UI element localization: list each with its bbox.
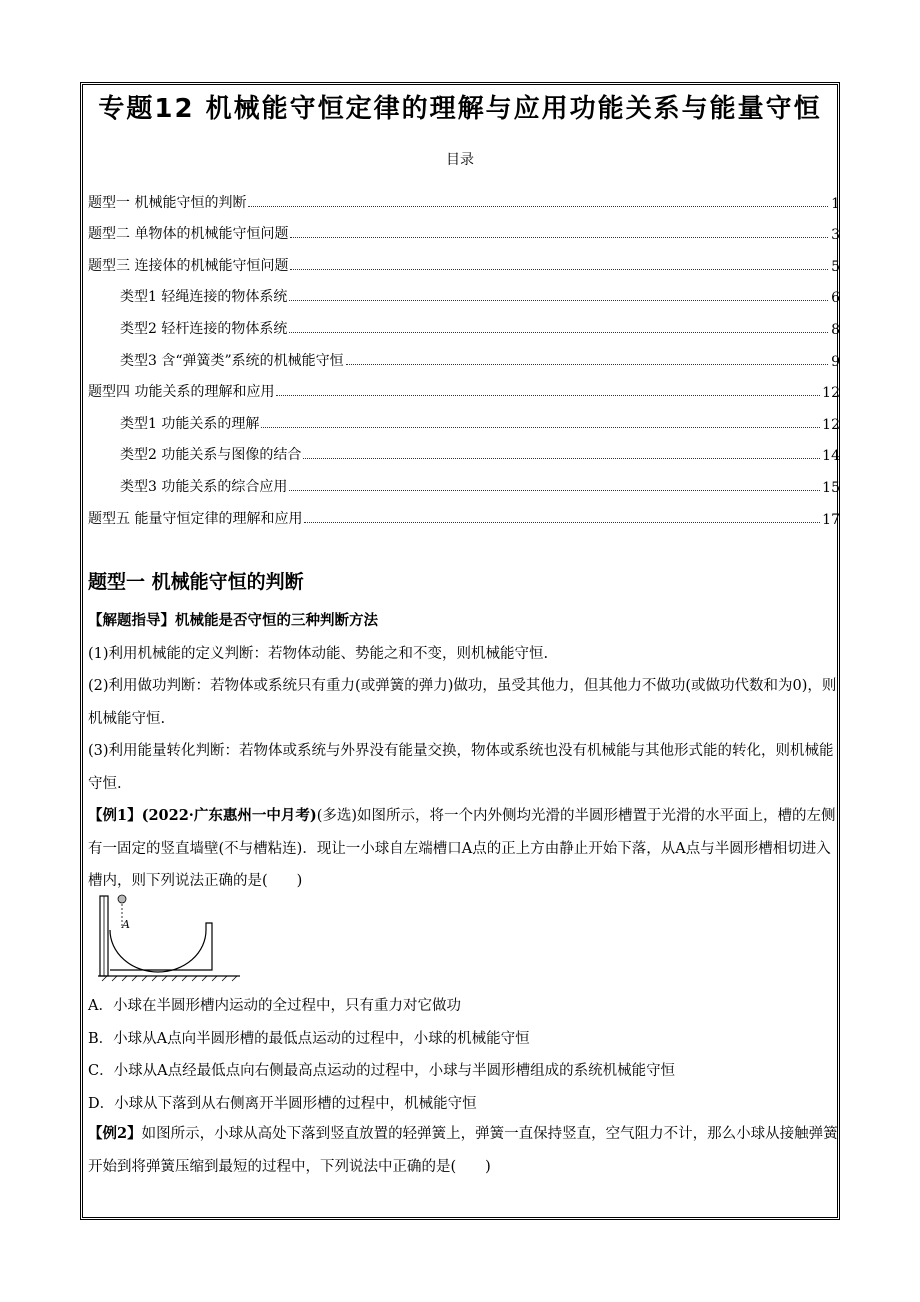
toc-item-page: 8	[831, 321, 840, 338]
toc-item-page: 14	[822, 448, 840, 465]
toc-item-page: 15	[822, 479, 840, 496]
toc-item[interactable]	[88, 306, 840, 338]
toc-item-page: 12	[822, 385, 840, 402]
toc-item-label: 类型2 功能关系与图像的结合	[120, 447, 302, 464]
toc-item[interactable]	[88, 464, 840, 496]
toc-item-label: 题型四 功能关系的理解和应用	[88, 384, 275, 401]
toc-item-label: 题型二 单物体的机械能守恒问题	[88, 226, 289, 243]
guide-title: 机械能是否守恒的三种判断方法	[175, 612, 378, 629]
option-a: A．小球在半圆形槽内运动的全过程中，只有重力对它做功	[88, 998, 461, 1014]
toc-item-page: 1	[831, 195, 840, 212]
toc-leader-dots	[289, 331, 828, 333]
toc-leader-dots	[290, 236, 828, 238]
example-1-text: (多选)如图所示，将一个内外侧均光滑的半圆形槽置于光滑的水平面上，槽的左侧有一固定的竖直墙壁(不与槽粘连)．现让一小球自左端槽口A点的正上方由静止开始下落，从A点与半圆形槽相切进入槽内，则下列说法正确的是( )	[88, 808, 836, 889]
toc-item-label: 类型3 功能关系的综合应用	[120, 478, 288, 495]
toc-item-page: 17	[822, 511, 840, 528]
toc-leader-dots	[276, 394, 820, 396]
toc-item-label: 题型一 机械能守恒的判断	[88, 194, 247, 211]
ground-hatching	[102, 976, 237, 981]
example-1-options	[88, 990, 838, 1120]
example-2-paragraph	[88, 1118, 838, 1183]
groove-inner	[110, 930, 206, 972]
example-1-source: (2022·广东惠州一中月考)	[141, 807, 317, 824]
toc-item[interactable]	[88, 180, 840, 212]
toc-item[interactable]	[88, 401, 840, 433]
toc-leader-dots	[304, 521, 820, 523]
toc-leader-dots	[289, 299, 828, 301]
toc-item-page: 6	[831, 290, 840, 307]
ball	[118, 895, 126, 903]
toc-item-label: 类型1 功能关系的理解	[120, 415, 260, 432]
example-2-text: 如图所示，小球从高处下落到竖直放置的轻弹簧上，弹簧一直保持竖直，空气阻力不计，那么小球从接触弹簧开始到将弹簧压缩到最短的过程中，下列说法中正确的是( )	[88, 1126, 838, 1175]
toc-item-label: 类型3 含“弹簧类”系统的机械能守恒	[120, 352, 344, 369]
option-d: D．小球从下落到从右侧离开半圆形槽的过程中，机械能守恒	[88, 1095, 477, 1112]
half-pipe-diagram	[94, 890, 244, 982]
section-heading: 题型一 机械能守恒的判断	[88, 571, 304, 593]
toc-item-label: 类型1 轻绳连接的物体系统	[120, 289, 288, 306]
toc-item[interactable]	[88, 496, 840, 528]
toc-item-page: 3	[831, 227, 840, 244]
guide-label: 【解题指导】	[88, 612, 175, 629]
toc-item-label: 题型五 能量守恒定律的理解和应用	[88, 510, 303, 527]
toc-item[interactable]	[88, 433, 840, 465]
example-2	[88, 1118, 838, 1183]
toc-leader-dots	[248, 205, 828, 207]
option-c: C．小球从A点经最低点向右侧最高点运动的过程中，小球与半圆形槽组成的系统机械能守恒	[88, 1063, 676, 1079]
toc-item[interactable]	[88, 275, 840, 307]
toc-leader-dots	[346, 363, 828, 365]
example-1	[88, 800, 838, 898]
toc-item-label: 题型三 连接体的机械能守恒问题	[88, 257, 289, 274]
option-b: B．小球从A点向半圆形槽的最低点运动的过程中，小球的机械能守恒	[88, 1030, 530, 1047]
point-a-label: A	[122, 918, 130, 931]
toc-leader-dots	[289, 489, 820, 491]
section-body	[88, 605, 838, 898]
guide-line	[88, 605, 838, 638]
example-1-label: 【例1】	[88, 807, 142, 824]
example-2-label: 【例2】	[88, 1125, 142, 1142]
method-3: (3)利用能量转化判断：若物体或系统与外界没有能量交换，物体或系统也没有机械能与其他形式能的转化，则机械能守恒.	[88, 743, 834, 792]
document-title: 专题12 机械能守恒定律的理解与应用功能关系与能量守恒	[98, 94, 822, 124]
toc-item[interactable]	[88, 338, 840, 370]
toc-leader-dots	[290, 268, 828, 270]
table-of-contents	[88, 180, 840, 528]
toc-heading: 目录	[446, 152, 474, 168]
toc-item-page: 12	[822, 416, 840, 433]
toc-item-page: 9	[831, 353, 840, 370]
toc-item[interactable]	[88, 212, 840, 244]
toc-item[interactable]	[88, 370, 840, 402]
toc-leader-dots	[261, 426, 820, 428]
toc-leader-dots	[303, 457, 820, 459]
method-1: (1)利用机械能的定义判断：若物体动能、势能之和不变，则机械能守恒.	[88, 645, 549, 662]
method-2: (2)利用做功判断：若物体或系统只有重力(或弹簧的弹力)做功，虽受其他力，但其他力不做功(或做功代数和为0)，则机械能守恒.	[88, 678, 837, 727]
toc-item[interactable]	[88, 243, 840, 275]
toc-item-label: 类型2 轻杆连接的物体系统	[120, 320, 288, 337]
toc-item-page: 5	[831, 258, 840, 275]
